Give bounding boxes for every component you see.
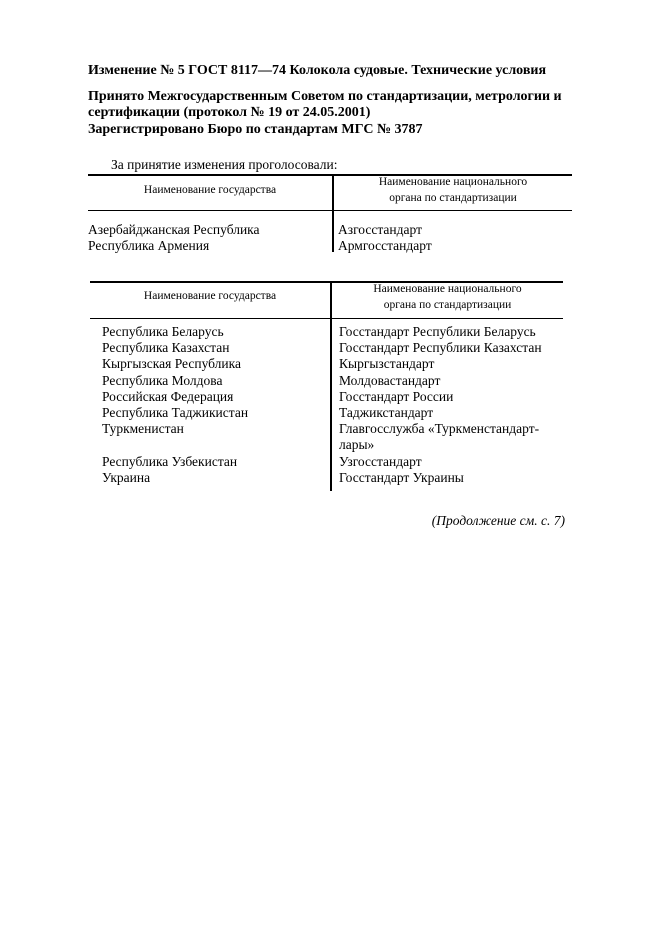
body-name: Кыргызстандарт — [339, 356, 435, 372]
body-name: Госстандарт Республики Беларусь — [339, 324, 536, 339]
body-name: Главгосслужба «Туркменстандарт- — [339, 421, 540, 437]
table-row — [88, 222, 260, 254]
body-name: Узгосстандарт — [339, 453, 422, 469]
state-name: Республика Узбекистан — [102, 453, 238, 469]
header-state: Наименование государства — [143, 290, 277, 302]
header-body-2: органа по стандартизации — [383, 299, 512, 311]
state-name: Туркменистан — [102, 421, 184, 437]
table-row — [338, 222, 432, 254]
header-body-1: Наименование национального — [378, 176, 528, 188]
body-name: Госстандарт Республики Казахстан — [339, 340, 542, 356]
table-header-rule — [90, 318, 563, 319]
body-name: Молдовастандарт — [339, 372, 441, 388]
body-column — [339, 324, 542, 486]
state-name: Республика Армения — [88, 238, 210, 254]
state-name: Кыргызская Республика — [102, 356, 241, 372]
state-column — [102, 324, 248, 486]
adopted-line-2: сертификации (протокол № 19 от 24.05.2001) — [88, 105, 371, 120]
state-name: Республика Беларусь — [102, 324, 224, 339]
body-name: Госстандарт Украины — [339, 469, 464, 485]
intro-text: За принятие изменения проголосовали: — [111, 157, 338, 172]
state-name: Российская Федерация — [102, 388, 234, 404]
state-name: Украина — [102, 469, 151, 485]
state-name: Азербайджанская Республика — [88, 222, 260, 237]
continuation-note: (Продолжение см. с. 7) — [431, 513, 565, 528]
state-name: Республика Молдова — [102, 372, 223, 388]
state-name: Республика Таджикистан — [102, 405, 249, 421]
amendment-title: Изменение № 5 ГОСТ 8117—74 Колокола судовые. Технические условия — [88, 63, 547, 78]
body-name: Госстандарт России — [339, 388, 454, 404]
body-name: Азгосстандарт — [338, 222, 422, 237]
header-state: Наименование государства — [143, 184, 277, 196]
body-name: Таджикстандарт — [339, 405, 434, 421]
table-header-rule — [88, 210, 572, 211]
adopted-line: Принято Межгосударственным Советом по стандартизации, метрологии и — [88, 89, 562, 104]
registration-line: Зарегистрировано Бюро по стандартам МГС № 3787 — [88, 122, 423, 137]
state-name: Республика Казахстан — [102, 340, 230, 356]
body-name-cont: лары» — [339, 437, 375, 453]
body-name: Армгосстандарт — [338, 238, 432, 254]
header-body-1: Наименование национального — [373, 283, 522, 295]
column-divider — [330, 281, 332, 491]
header-body-2: органа по стандартизации — [389, 192, 517, 204]
